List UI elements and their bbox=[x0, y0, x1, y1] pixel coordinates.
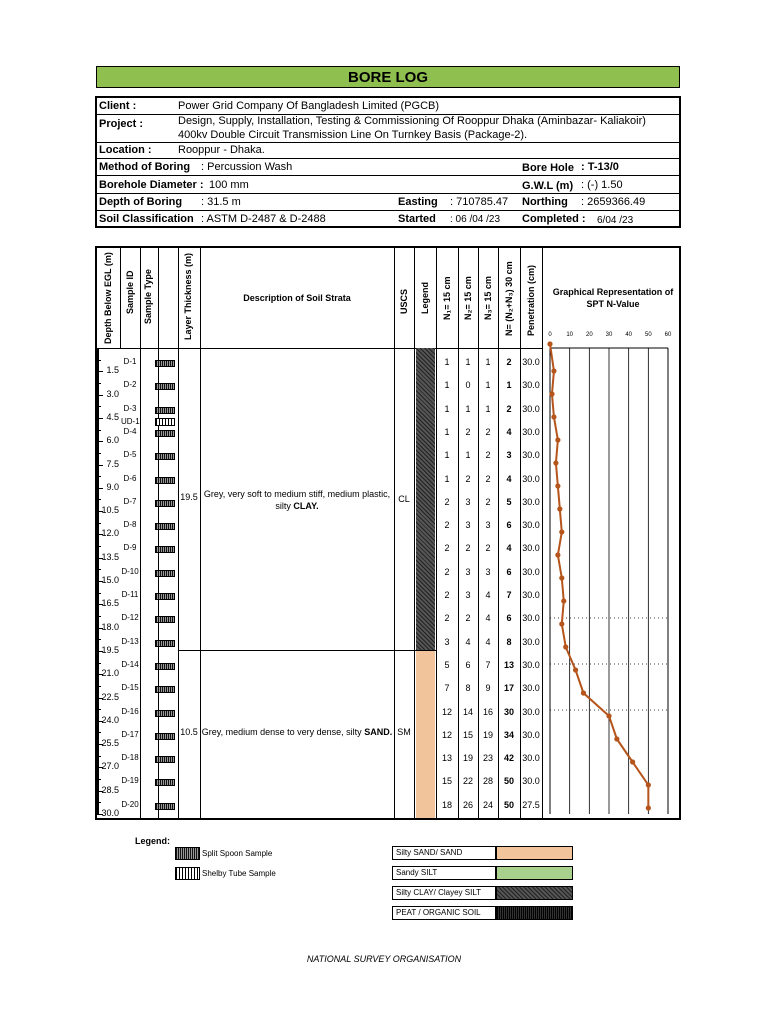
sample-id: D-7 bbox=[123, 496, 137, 506]
spt-n3: 2 bbox=[485, 496, 491, 507]
split-spoon-label: Split Spoon Sample bbox=[202, 849, 273, 858]
depth-label: Depth of Boring bbox=[99, 196, 183, 208]
spt-n3: 1 bbox=[485, 380, 491, 391]
sample-id: D-13 bbox=[121, 636, 139, 646]
spt-n1: 2 bbox=[444, 520, 450, 531]
spt-n2: 2 bbox=[465, 613, 471, 624]
spt-chart bbox=[543, 248, 679, 818]
split-spoon-sample-icon bbox=[155, 616, 175, 623]
footer-org: NATIONAL SURVEY ORGANISATION bbox=[306, 954, 462, 964]
silty-sand-label-box: Silty SAND/ SAND bbox=[392, 846, 496, 860]
project-line1: Design, Supply, Installation, Testing & Commissioning Of Rooppur Dhaka (Aminbazar- Kaliakoir) bbox=[178, 115, 646, 127]
spt-n2: 3 bbox=[465, 496, 471, 507]
spt-n1: 2 bbox=[444, 496, 450, 507]
depth-label: 1.5 bbox=[106, 365, 119, 376]
spt-n2: 8 bbox=[465, 683, 471, 694]
sample-id: D-1 bbox=[123, 357, 137, 366]
silty-clay-label-box: Silty CLAY/ Clayey SILT bbox=[392, 886, 496, 900]
project-label: Project : bbox=[99, 118, 144, 130]
soil-class-value: : ASTM D-2487 & D-2488 bbox=[201, 213, 326, 225]
depth-label: 12.0 bbox=[101, 528, 119, 539]
depth-label: 30.0 bbox=[101, 808, 119, 818]
spt-n2: 2 bbox=[465, 543, 471, 554]
spt-n2: 2 bbox=[465, 426, 471, 437]
gwl-label: G.W.L (m) bbox=[522, 180, 574, 192]
spt-n1: 1 bbox=[444, 426, 450, 437]
chart-x-tick: 40 bbox=[625, 332, 633, 338]
spt-n-point bbox=[547, 341, 552, 346]
sample-id: D-17 bbox=[121, 729, 139, 739]
location-value: Rooppur - Dhaka. bbox=[178, 144, 265, 156]
depth-label: 4.5 bbox=[106, 411, 119, 422]
soil-class-label: Soil Classification bbox=[99, 213, 194, 225]
ud-sample-id: UD-1 bbox=[121, 416, 140, 426]
spt-n3: 23 bbox=[482, 753, 493, 764]
spt-n1: 1 bbox=[444, 357, 450, 367]
split-spoon-sample-icon bbox=[155, 523, 175, 530]
client-label: Client : bbox=[99, 100, 137, 112]
legend-clay-fill bbox=[416, 348, 435, 650]
split-spoon-sample-icon bbox=[155, 430, 175, 437]
spt-penetration: 30.0 bbox=[522, 566, 540, 577]
project-line2: 400kv Double Circuit Transmission Line On Turnkey Basis (Package-2). bbox=[178, 129, 528, 141]
depth-label: 15.0 bbox=[101, 575, 119, 585]
depth-label: 24.0 bbox=[101, 714, 119, 725]
easting-value: : 710785.47 bbox=[450, 196, 509, 208]
method-value: : Percussion Wash bbox=[201, 161, 293, 173]
spt-penetration: 30.0 bbox=[522, 450, 540, 461]
col-legend-header: Legend bbox=[420, 281, 430, 314]
spt-n: 6 bbox=[506, 566, 512, 577]
split-spoon-swatch bbox=[175, 847, 200, 860]
col-uscs-header: USCS bbox=[399, 288, 409, 314]
spt-n1: 13 bbox=[441, 753, 452, 764]
split-spoon-sample-icon bbox=[155, 477, 175, 484]
completed-label: Completed : bbox=[522, 213, 586, 225]
peat-swatch bbox=[496, 906, 573, 920]
legend-title: Legend: bbox=[135, 836, 170, 846]
spt-n: 6 bbox=[506, 520, 512, 531]
depth-label: 3.0 bbox=[106, 388, 119, 399]
location-label: Location : bbox=[99, 144, 152, 156]
depth-value: : 31.5 m bbox=[201, 196, 241, 208]
peat-label-box: PEAT / ORGANIC SOIL bbox=[392, 906, 496, 920]
depth-label: 22.5 bbox=[101, 691, 119, 702]
spt-n3: 4 bbox=[485, 613, 491, 624]
spt-n2: 26 bbox=[462, 799, 473, 810]
spt-penetration: 30.0 bbox=[522, 613, 540, 624]
sample-id: D-14 bbox=[121, 659, 139, 669]
spt-n2: 19 bbox=[462, 753, 473, 764]
depth-label: 19.5 bbox=[101, 644, 119, 655]
split-spoon-sample-icon bbox=[155, 500, 175, 507]
silty-clay-swatch bbox=[496, 886, 573, 900]
spt-penetration: 30.0 bbox=[522, 683, 540, 694]
sample-id: D-20 bbox=[121, 799, 139, 809]
spt-n-point bbox=[646, 805, 651, 810]
spt-n: 6 bbox=[506, 613, 512, 624]
started-value: : 06 /04 /23 bbox=[450, 214, 501, 225]
spt-n-point bbox=[614, 736, 619, 741]
spt-n-point bbox=[555, 552, 560, 557]
spt-n1: 1 bbox=[444, 403, 450, 414]
spt-n2: 1 bbox=[465, 357, 471, 367]
split-spoon-sample-icon bbox=[155, 407, 175, 414]
spt-penetration: 27.5 bbox=[522, 799, 540, 810]
chart-x-tick: 60 bbox=[664, 332, 672, 338]
col-penetration-header: Penetration (cm) bbox=[526, 264, 536, 336]
depth-label: 6.0 bbox=[106, 435, 119, 446]
method-label: Method of Boring bbox=[99, 161, 191, 173]
spt-penetration: 30.0 bbox=[522, 776, 540, 787]
shelby-label: Shelby Tube Sample bbox=[202, 869, 276, 878]
spt-n1: 7 bbox=[444, 683, 450, 694]
split-spoon-sample-icon bbox=[155, 663, 175, 670]
split-spoon-sample-icon bbox=[155, 593, 175, 600]
sample-id: D-9 bbox=[123, 543, 137, 553]
col-n1-header: N₁= 15 cm bbox=[442, 276, 452, 320]
spt-n-point bbox=[563, 644, 568, 649]
spt-n-point bbox=[561, 598, 566, 603]
layer1-description: Grey, very soft to medium stiff, medium plastic, silty CLAY. bbox=[203, 489, 391, 511]
spt-n: 4 bbox=[506, 543, 512, 554]
spt-n: 2 bbox=[506, 357, 512, 367]
spt-n2: 22 bbox=[462, 776, 473, 787]
spt-n2: 6 bbox=[465, 659, 471, 670]
spt-n3: 4 bbox=[485, 636, 491, 647]
diameter-label: Borehole Diameter : bbox=[99, 179, 204, 191]
spt-n2: 3 bbox=[465, 590, 471, 600]
sample-id: D-16 bbox=[121, 706, 139, 716]
spt-n: 4 bbox=[506, 473, 512, 484]
spt-n-point bbox=[553, 460, 558, 465]
spt-n2: 3 bbox=[465, 566, 471, 577]
layer2-thickness: 10.5 bbox=[180, 727, 198, 737]
sample-id: D-12 bbox=[121, 613, 139, 623]
split-spoon-sample-icon bbox=[155, 360, 175, 367]
spt-n1: 2 bbox=[444, 566, 450, 577]
col-sample-type-header: Sample Type bbox=[143, 269, 153, 324]
spt-n3: 2 bbox=[485, 450, 491, 461]
spt-n3: 2 bbox=[485, 543, 491, 554]
spt-n1: 5 bbox=[444, 659, 450, 670]
depth-label: 10.5 bbox=[101, 505, 119, 516]
spt-n2: 15 bbox=[462, 729, 473, 740]
spt-n-point bbox=[646, 782, 651, 787]
spt-penetration: 30.0 bbox=[522, 496, 540, 507]
spt-n1: 12 bbox=[441, 706, 452, 717]
spt-penetration: 30.0 bbox=[522, 380, 540, 391]
spt-penetration: 30.0 bbox=[522, 426, 540, 437]
spt-n-point bbox=[559, 575, 564, 580]
sandy-silt-swatch bbox=[496, 866, 573, 880]
silty-sand-swatch bbox=[496, 846, 573, 860]
spt-n1: 3 bbox=[444, 636, 450, 647]
started-label: Started bbox=[398, 213, 436, 225]
spt-n-point bbox=[551, 414, 556, 419]
col-n3-header: N₃= 15 cm bbox=[483, 276, 493, 320]
split-spoon-sample-icon bbox=[155, 733, 175, 740]
spt-n2: 1 bbox=[465, 450, 471, 461]
spt-penetration: 30.0 bbox=[522, 403, 540, 414]
depth-label: 16.5 bbox=[101, 598, 119, 609]
spt-n: 7 bbox=[506, 590, 512, 600]
spt-n3: 7 bbox=[485, 659, 491, 670]
spt-penetration: 30.0 bbox=[522, 753, 540, 764]
sandy-silt-label-box: Sandy SILT bbox=[392, 866, 496, 880]
col-layer-thickness-header: Layer Thickness (m) bbox=[183, 252, 193, 340]
spt-n1: 2 bbox=[444, 613, 450, 624]
legend-sand-fill bbox=[416, 650, 435, 818]
gwl-value: : (-) 1.50 bbox=[581, 179, 623, 191]
depth-label: 28.5 bbox=[101, 784, 119, 795]
spt-penetration: 30.0 bbox=[522, 636, 540, 647]
sample-id: D-15 bbox=[121, 683, 139, 693]
col-description-header: Description of Soil Strata bbox=[243, 293, 351, 303]
sample-id: D-3 bbox=[123, 403, 137, 413]
spt-penetration: 30.0 bbox=[522, 659, 540, 670]
spt-n1: 1 bbox=[444, 473, 450, 484]
northing-label: Northing bbox=[522, 196, 568, 208]
layer1-uscs: CL bbox=[398, 494, 410, 504]
sample-id: D-4 bbox=[123, 426, 137, 436]
split-spoon-sample-icon bbox=[155, 383, 175, 390]
spt-n3: 19 bbox=[482, 729, 493, 740]
col-n2-header: N₂= 15 cm bbox=[463, 276, 473, 320]
borehole-value: : T-13/0 bbox=[581, 161, 619, 173]
spt-n-point bbox=[630, 759, 635, 764]
spt-n-point bbox=[581, 690, 586, 695]
spt-n3: 24 bbox=[482, 799, 493, 810]
spt-n3: 1 bbox=[485, 403, 491, 414]
spt-n: 50 bbox=[503, 799, 514, 810]
easting-label: Easting bbox=[398, 196, 438, 208]
spt-n: 4 bbox=[506, 426, 512, 437]
depth-label: 9.0 bbox=[106, 481, 119, 492]
spt-n-point bbox=[549, 391, 554, 396]
depth-label: 13.5 bbox=[101, 551, 119, 562]
shelby-swatch bbox=[175, 867, 200, 880]
split-spoon-sample-icon bbox=[155, 453, 175, 460]
chart-x-tick: 0 bbox=[548, 332, 552, 338]
sample-id: D-19 bbox=[121, 776, 139, 786]
layer2-description: Grey, medium dense to very dense, silty SAND. bbox=[201, 727, 393, 737]
spt-n2: 2 bbox=[465, 473, 471, 484]
spt-n: 2 bbox=[506, 403, 512, 414]
spt-n1: 1 bbox=[444, 380, 450, 391]
header-block bbox=[95, 96, 681, 228]
completed-value: 6/04 /23 bbox=[597, 215, 634, 226]
depth-label: 7.5 bbox=[106, 458, 119, 469]
spt-n-line bbox=[550, 344, 648, 808]
spt-penetration: 30.0 bbox=[522, 590, 540, 600]
spt-n3: 1 bbox=[485, 357, 491, 367]
depth-label: 18.0 bbox=[101, 621, 119, 632]
sample-id: D-2 bbox=[123, 380, 137, 390]
spt-n-point bbox=[559, 621, 564, 626]
spt-n1: 12 bbox=[441, 729, 452, 740]
spt-penetration: 30.0 bbox=[522, 520, 540, 531]
col-n-header: N= (N₂+N₃) 30 cm bbox=[504, 261, 514, 336]
chart-x-tick: 20 bbox=[585, 332, 593, 338]
graph-title: Graphical Representation of SPT N-Value bbox=[552, 287, 674, 309]
split-spoon-sample-icon bbox=[155, 546, 175, 553]
spt-n1: 2 bbox=[444, 590, 450, 600]
spt-n: 30 bbox=[503, 706, 514, 717]
diameter-value: 100 mm bbox=[209, 179, 249, 191]
spt-n3: 3 bbox=[485, 566, 491, 577]
depth-label: 21.0 bbox=[101, 668, 119, 679]
depth-label: 27.0 bbox=[101, 761, 119, 772]
spt-n-point bbox=[573, 667, 578, 672]
spt-n-point bbox=[555, 483, 560, 488]
sample-id: D-6 bbox=[123, 473, 137, 483]
sample-id: D-5 bbox=[123, 450, 137, 460]
spt-penetration: 30.0 bbox=[522, 473, 540, 484]
bore-log-title: BORE LOG bbox=[96, 66, 680, 88]
layer1-thickness: 19.5 bbox=[180, 492, 198, 502]
spt-n2: 4 bbox=[465, 636, 471, 647]
sample-id: D-18 bbox=[121, 753, 139, 763]
spt-n3: 28 bbox=[482, 776, 493, 787]
sample-id: D-11 bbox=[121, 590, 139, 599]
spt-n2: 1 bbox=[465, 403, 471, 414]
spt-n1: 18 bbox=[441, 799, 452, 810]
split-spoon-sample-icon bbox=[155, 686, 175, 693]
spt-n-point bbox=[559, 529, 564, 534]
spt-n: 5 bbox=[506, 496, 512, 507]
split-spoon-sample-icon bbox=[155, 756, 175, 763]
spt-n3: 4 bbox=[485, 590, 491, 600]
split-spoon-sample-icon bbox=[155, 640, 175, 647]
depth-label: 25.5 bbox=[101, 738, 119, 749]
chart-x-tick: 30 bbox=[605, 332, 613, 338]
spt-n: 3 bbox=[506, 450, 512, 461]
split-spoon-sample-icon bbox=[155, 803, 175, 810]
col-sample-id-header: Sample ID bbox=[125, 270, 135, 314]
spt-penetration: 30.0 bbox=[522, 706, 540, 717]
spt-n1: 2 bbox=[444, 543, 450, 554]
spt-n: 50 bbox=[503, 776, 514, 787]
spt-n2: 3 bbox=[465, 520, 471, 531]
spt-n3: 16 bbox=[482, 706, 493, 717]
spt-n: 17 bbox=[503, 683, 514, 694]
chart-x-tick: 50 bbox=[644, 332, 652, 338]
split-spoon-sample-icon bbox=[155, 570, 175, 577]
spt-n2: 14 bbox=[462, 706, 473, 717]
spt-n3: 3 bbox=[485, 520, 491, 531]
spt-n3: 9 bbox=[485, 683, 491, 694]
spt-n3: 2 bbox=[485, 473, 491, 484]
northing-value: : 2659366.49 bbox=[581, 196, 646, 208]
spt-n-point bbox=[557, 506, 562, 511]
spt-n1: 15 bbox=[441, 776, 452, 787]
layer2-uscs: SM bbox=[397, 727, 411, 737]
spt-n-point bbox=[606, 713, 611, 718]
spt-penetration: 30.0 bbox=[522, 357, 540, 367]
split-spoon-sample-icon bbox=[155, 710, 175, 717]
spt-n-point bbox=[555, 437, 560, 442]
spt-n3: 2 bbox=[485, 426, 491, 437]
bore-log-table bbox=[95, 246, 681, 820]
spt-n: 13 bbox=[503, 659, 514, 670]
spt-n-point bbox=[551, 368, 556, 373]
split-spoon-sample-icon bbox=[155, 779, 175, 786]
spt-n1: 1 bbox=[444, 450, 450, 461]
spt-n: 8 bbox=[506, 636, 512, 647]
sample-id: D-8 bbox=[123, 520, 137, 530]
spt-n2: 0 bbox=[465, 380, 471, 391]
spt-penetration: 30.0 bbox=[522, 729, 540, 740]
spt-penetration: 30.0 bbox=[522, 543, 540, 554]
shelby-tube-sample-icon bbox=[155, 418, 175, 426]
spt-n: 1 bbox=[506, 380, 512, 391]
col-depth-header: Depth Below EGL (m) bbox=[103, 252, 113, 344]
spt-n: 42 bbox=[503, 753, 514, 764]
chart-x-tick: 10 bbox=[566, 332, 574, 338]
spt-n: 34 bbox=[503, 729, 514, 740]
borehole-label: Bore Hole bbox=[522, 162, 574, 174]
sample-id: D-10 bbox=[121, 566, 139, 576]
client-value: Power Grid Company Of Bangladesh Limited (PGCB) bbox=[178, 100, 440, 112]
